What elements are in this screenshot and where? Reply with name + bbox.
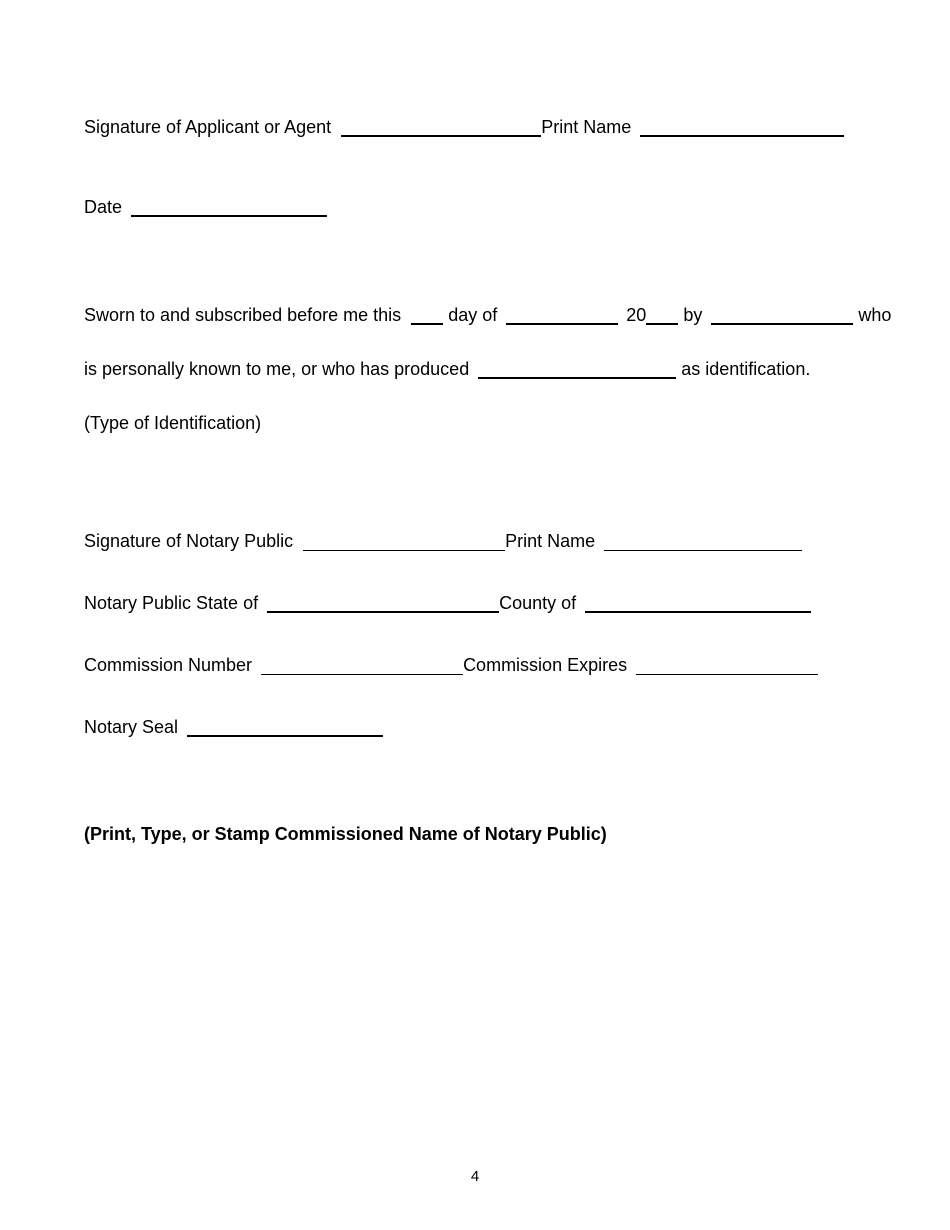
sworn-who-text: who <box>858 305 892 325</box>
notary-signature-field[interactable] <box>303 532 505 551</box>
sworn-month-field[interactable] <box>506 305 618 325</box>
applicant-date-field[interactable] <box>131 197 327 217</box>
applicant-date-label: Date <box>84 197 123 217</box>
commission-number-label: Commission Number <box>84 655 253 675</box>
notary-signature-label: Signature of Notary Public <box>84 531 294 551</box>
applicant-print-name-field[interactable] <box>640 117 844 137</box>
known-text: is personally known to me, or who has produced <box>84 359 470 379</box>
identification-row <box>84 358 810 380</box>
notary-state-field[interactable] <box>267 593 499 613</box>
notary-seal-label: Notary Seal <box>84 717 179 737</box>
sworn-by-name-field[interactable] <box>711 305 853 325</box>
sworn-prefix-text: Sworn to and subscribed before me this <box>84 305 402 325</box>
notary-state-county-row <box>84 592 811 614</box>
notary-signature-row <box>84 530 802 552</box>
sworn-by-text: by <box>683 305 703 325</box>
notary-state-label: Notary Public State of <box>84 593 259 613</box>
identification-field[interactable] <box>478 359 676 379</box>
as-identification-text: as identification. <box>681 359 811 379</box>
applicant-date-row <box>84 196 327 218</box>
page-number: 4 <box>470 1168 480 1185</box>
applicant-print-name-label: Print Name <box>541 117 632 137</box>
notary-print-name-field[interactable] <box>604 532 802 551</box>
commission-expires-label: Commission Expires <box>463 655 628 675</box>
type-of-identification: (Type of Identification) <box>84 413 262 433</box>
applicant-signature-field[interactable] <box>341 117 541 137</box>
sworn-row <box>84 304 891 326</box>
commission-number-field[interactable] <box>261 656 463 675</box>
commission-row <box>84 654 818 676</box>
notary-county-field[interactable] <box>585 593 811 613</box>
notary-seal-row <box>84 716 383 738</box>
notary-print-name-label: Print Name <box>505 531 596 551</box>
commission-expires-field[interactable] <box>636 656 818 675</box>
applicant-signature-row <box>84 116 844 138</box>
sworn-year-field[interactable] <box>646 305 678 325</box>
notary-seal-field[interactable] <box>187 717 383 737</box>
notary-stamp-caption: (Print, Type, or Stamp Commissioned Name of Notary Public) <box>84 824 607 844</box>
sworn-day-field[interactable] <box>411 305 443 325</box>
sworn-year-prefix: 20 <box>626 305 647 325</box>
notary-county-label: County of <box>499 593 577 613</box>
sworn-day-of-text: day of <box>448 305 498 325</box>
applicant-signature-label: Signature of Applicant or Agent <box>84 117 332 137</box>
